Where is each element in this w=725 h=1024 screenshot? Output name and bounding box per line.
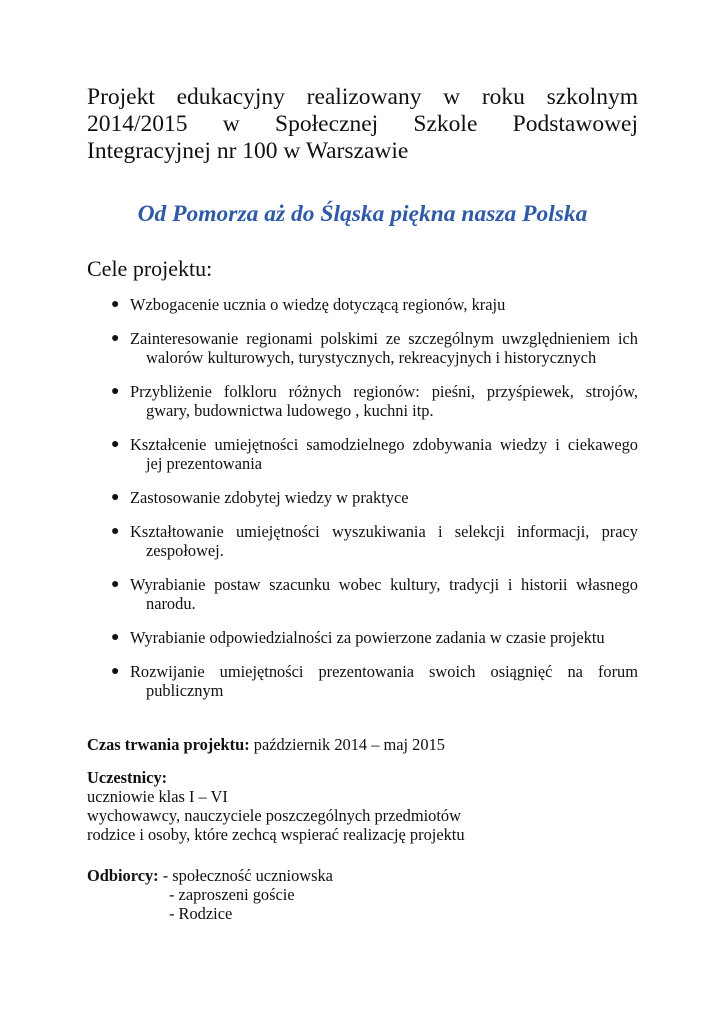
goal-text: Zainteresowanie regionami polskimi ze szczególnym uwzględnieniem ich [130, 329, 638, 348]
bullet-icon: ● [111, 577, 120, 592]
recipient-item: - zaproszeni goście [169, 885, 295, 904]
goal-text: Kształcenie umiejętności samodzielnego zdobywania wiedzy i ciekawego [130, 435, 638, 454]
bullet-icon: ● [111, 524, 120, 539]
heading-line-1: Projekt edukacyjny realizowany w roku szkolnym [87, 84, 638, 110]
recipients-row [87, 866, 638, 885]
bullet-icon: ● [111, 437, 120, 452]
goal-item [87, 329, 638, 367]
bullet-icon: ● [111, 297, 120, 312]
goal-item [87, 295, 638, 314]
goal-text: Kształtowanie umiejętności wyszukiwania i selekcji informacji, pracy [130, 522, 638, 541]
participants-section [87, 768, 638, 844]
goal-text: Wyrabianie odpowiedzialności za powierzone zadania w czasie projektu [130, 628, 605, 647]
goal-item [87, 628, 638, 647]
goals-heading: Cele projektu: [87, 256, 213, 281]
goal-text: Wzbogacenie ucznia o wiedzę dotyczącą regionów, kraju [130, 295, 506, 314]
goal-text: Wyrabianie postaw szacunku wobec kultury, tradycji i historii własnego [130, 575, 638, 594]
bullet-icon: ● [111, 331, 120, 346]
goals-list [87, 295, 638, 715]
goal-item [87, 382, 638, 420]
goal-text-continued: zespołowej. [146, 541, 224, 560]
bullet-icon: ● [111, 384, 120, 399]
project-title: Od Pomorza aż do Śląska piękna nasza Polska [137, 201, 588, 227]
participant-item: uczniowie klas I – VI [87, 787, 228, 806]
duration-value: październik 2014 – maj 2015 [249, 735, 445, 754]
heading-line-3: Integracyjnej nr 100 w Warszawie [87, 138, 409, 164]
recipients-label: Odbiorcy: [87, 866, 159, 885]
bullet-icon: ● [111, 664, 120, 679]
goal-text: Rozwijanie umiejętności prezentowania swoich osiągnięć na forum [130, 662, 638, 681]
project-duration [87, 735, 638, 754]
bullet-icon: ● [111, 490, 120, 505]
goal-text: Zastosowanie zdobytej wiedzy w praktyce [130, 488, 409, 507]
participant-item: rodzice i osoby, które zechcą wspierać realizację projektu [87, 825, 465, 844]
goal-item [87, 435, 638, 473]
recipient-item: - społeczność uczniowska [158, 866, 333, 885]
goal-text-continued: walorów kulturowych, turystycznych, rekreacyjnych i historycznych [146, 348, 597, 367]
goal-item [87, 575, 638, 613]
goal-text-continued: narodu. [146, 594, 196, 613]
bullet-icon: ● [111, 630, 120, 645]
goal-text: Przybliżenie folkloru różnych regionów: pieśni, przyśpiewek, strojów, [130, 382, 638, 401]
goal-item [87, 488, 638, 507]
participant-item: wychowawcy, nauczyciele poszczególnych przedmiotów [87, 806, 461, 825]
goal-text-continued: jej prezentowania [146, 454, 263, 473]
goal-item [87, 662, 638, 700]
document-heading [87, 84, 638, 165]
recipient-item: - Rodzice [169, 904, 233, 923]
recipients-section [87, 866, 638, 923]
goal-item [87, 522, 638, 560]
duration-label: Czas trwania projektu: [87, 735, 250, 754]
heading-line-2: 2014/2015 w Społecznej Szkole Podstawowej [87, 111, 638, 137]
participants-label: Uczestnicy: [87, 768, 168, 787]
goal-text-continued: gwary, budownictwa ludowego , kuchni itp. [146, 401, 434, 420]
goal-text-continued: publicznym [146, 681, 224, 700]
